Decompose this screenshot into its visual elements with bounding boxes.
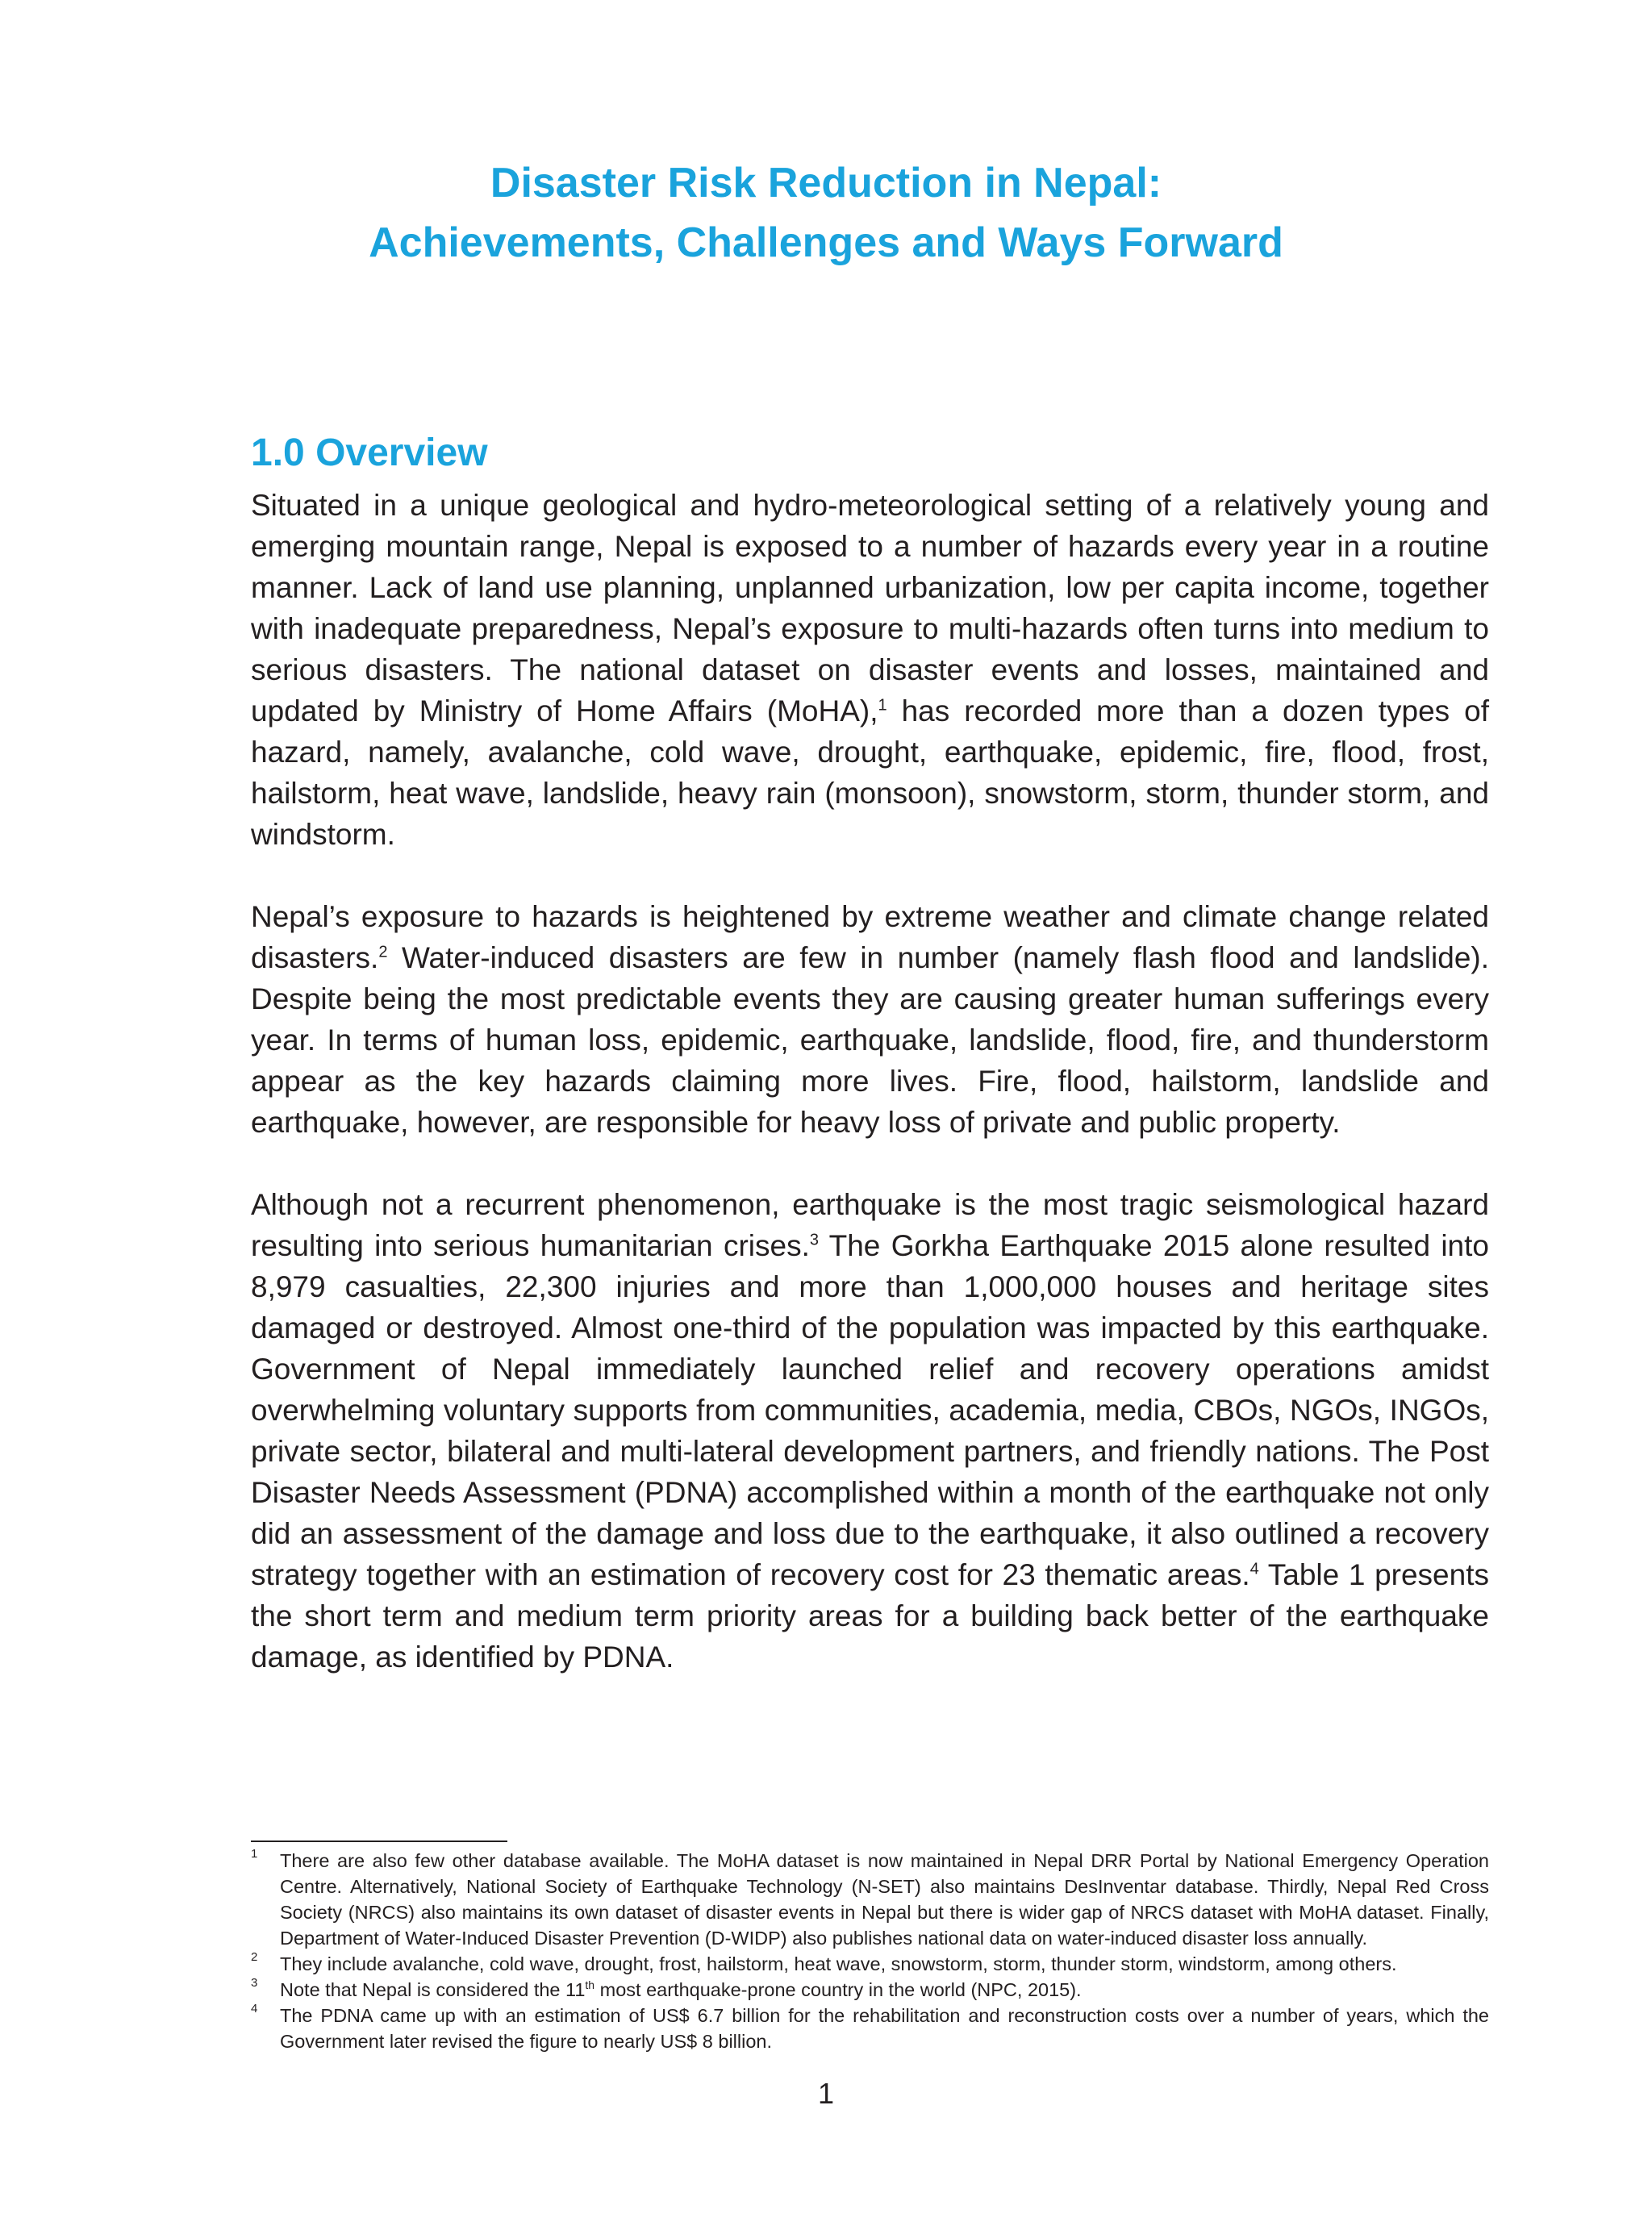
footnote-3 <box>251 1977 1489 2003</box>
footnote-text: There are also few other database available. The MoHA dataset is now maintained in Nepal DRR Portal by National Emergency Operation Centre. Alternatively, National Society of Earthquake Technology (N-SET) also maintains DesInventar database. Thirdly, Nepal Red Cross Society (NRCS) also maintains its own dataset of disaster events in Nepal but there is wider gap of NRCS dataset with MoHA dataset. Finally, Department of Water-Induced Disaster Prevention (D-WIDP) also publishes national data on water-induced disaster loss annually. <box>280 1850 1489 1949</box>
paragraph-3 <box>251 1184 1489 1678</box>
paragraph-2-part-a: Nepal’s exposure to hazards is heightened by extreme weather and climate change related disasters. <box>251 900 1489 974</box>
paragraph-1 <box>251 485 1489 855</box>
footnote-number: 4 <box>251 2002 258 2016</box>
footnote-ref-2[interactable]: 2 <box>378 943 388 961</box>
footnote-divider <box>251 1841 507 1842</box>
footnote-4 <box>251 2003 1489 2054</box>
paragraph-3-part-b: The Gorkha Earthquake 2015 alone resulted into 8,979 casualties, 22,300 injuries and more than 1,000,000 houses and heritage sites damaged or destroyed. Almost one-third of the population was impacted by this earthquake. Government of Nepal immediately launched relief and recovery operations amidst overwhelming voluntary supports from communities, academia, media, CBOs, NGOs, INGOs, private sector, bilateral and multi-lateral development partners, and friendly nations. The Post Disaster Needs Assessment (PDNA) accomplished within a month of the earthquake not only did an assessment of the damage and loss due to the earthquake, it also outlined a recovery strategy together with an estimation of recovery cost for 23 thematic areas. <box>251 1229 1489 1591</box>
footnote-number: 1 <box>251 1847 258 1861</box>
paragraph-1-part-b: has recorded more than a dozen types of hazard, namely, avalanche, cold wave, drought, earthquake, epidemic, fire, flood, frost, hailstorm, heat wave, landslide, heavy rain (monsoon), snowstorm, storm, thunder storm, and windstorm. <box>251 694 1489 851</box>
paragraph-3-part-a: Although not a recurrent phenomenon, earthquake is the most tragic seismological hazard resulting into serious humanitarian crises. <box>251 1188 1489 1262</box>
footnote-number: 3 <box>251 1976 258 1990</box>
footnote-ref-1[interactable]: 1 <box>878 696 887 715</box>
footnote-text: They include avalanche, cold wave, drought, frost, hailstorm, heat wave, snowstorm, storm, thunder storm, windstorm, among others. <box>280 1953 1397 1974</box>
section-heading: 1.0 Overview <box>251 431 488 474</box>
title-line-1: Disaster Risk Reduction in Nepal: <box>490 160 1162 206</box>
page-title <box>0 153 1652 273</box>
paragraph-2-part-b: Water-induced disasters are few in number (namely flash flood and landslide). Despite being the most predictable events they are causing greater human sufferings every year. In terms of human loss, epidemic, earthquake, landslide, flood, fire, and thunderstorm appear as the key hazards claiming more lives. Fire, flood, hailstorm, landslide and earthquake, however, are responsible for heavy loss of private and public property. <box>251 941 1489 1139</box>
footnote-ref-3[interactable]: 3 <box>809 1231 819 1249</box>
page-number: 1 <box>817 2077 835 2110</box>
footnotes <box>251 1848 1489 2054</box>
footnote-text-part-a: Note that Nepal is considered the 11 <box>280 1979 586 2000</box>
footnote-number: 2 <box>251 1950 258 1964</box>
footnote-ref-4[interactable]: 4 <box>1249 1560 1259 1578</box>
body-text <box>251 485 1489 1719</box>
footnote-1 <box>251 1848 1489 1951</box>
title-line-2: Achievements, Challenges and Ways Forward <box>369 219 1283 266</box>
paragraph-3-part-c: Table 1 presents the short term and medium term priority areas for a building back better of the earthquake damage, as identified by PDNA. <box>251 1558 1489 1674</box>
footnote-2 <box>251 1951 1489 1977</box>
footnote-text-part-b: most earthquake-prone country in the world (NPC, 2015). <box>594 1979 1082 2000</box>
footnote-text: The PDNA came up with an estimation of US$ 6.7 billion for the rehabilitation and reconstruction costs over a number of years, which the Government later revised the figure to nearly US$ 8 billion. <box>280 2005 1489 2052</box>
paragraph-2 <box>251 896 1489 1143</box>
paragraph-1-part-a: Situated in a unique geological and hydro-meteorological setting of a relatively young and emerging mountain range, Nepal is exposed to a number of hazards every year in a routine manner. Lack of land use planning, unplanned urbanization, low per capita income, together with inadequate preparedness, Nepal’s exposure to multi-hazards often turns into medium to serious disasters. The national dataset on disaster events and losses, maintained and updated by Ministry of Home Affairs (MoHA), <box>251 489 1489 727</box>
ordinal-suffix: th <box>585 1978 595 1992</box>
footnote-text <box>280 1979 1082 2000</box>
